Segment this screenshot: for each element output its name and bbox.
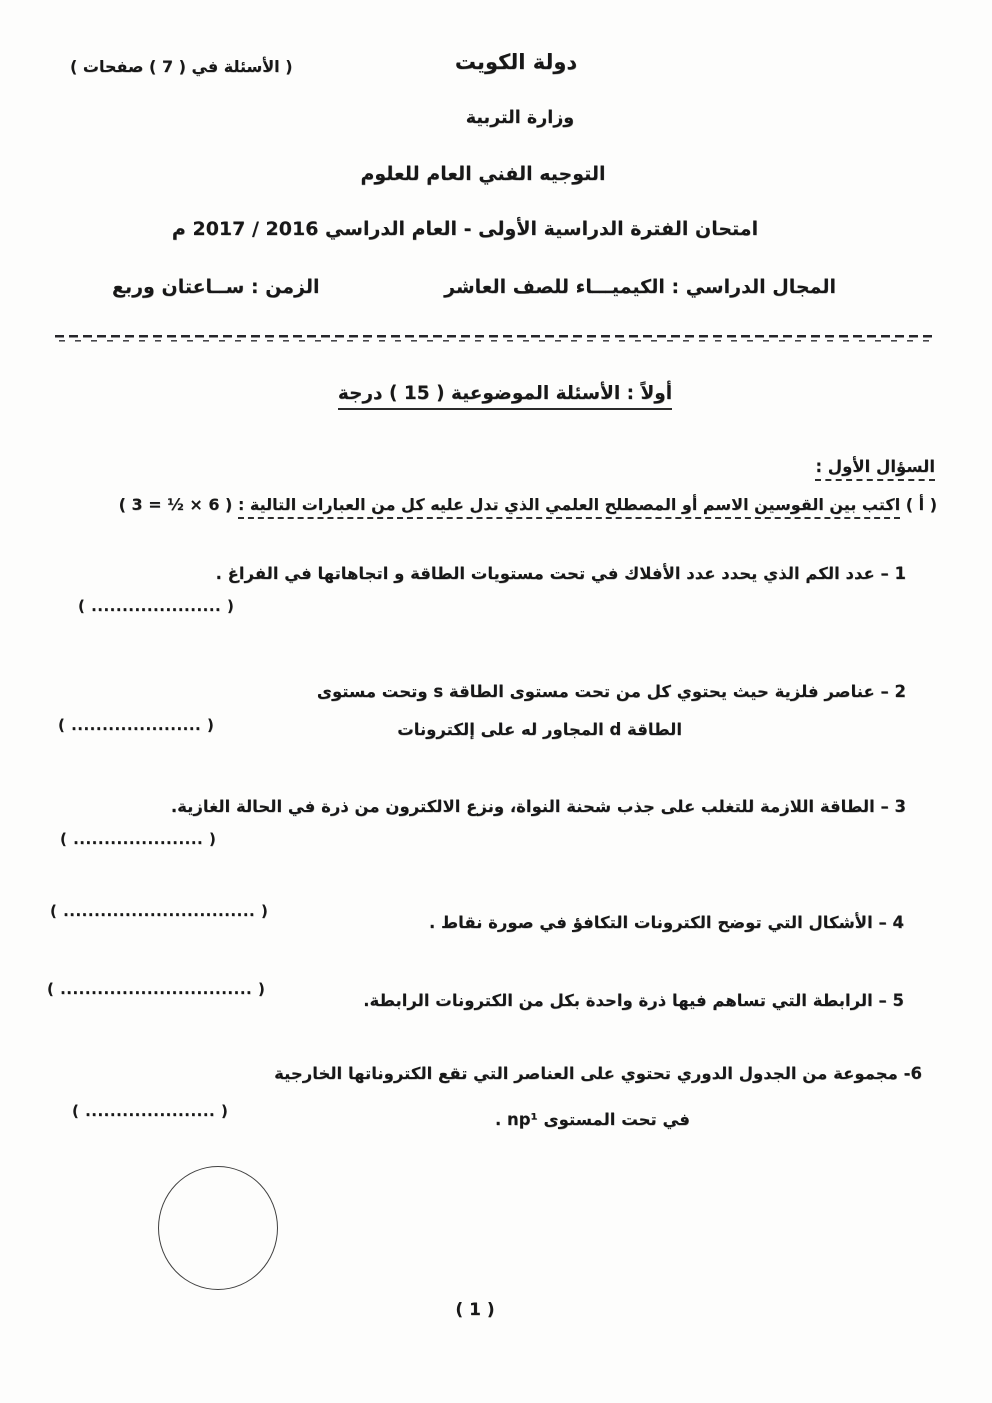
exam-title: امتحان الفترة الدراسية الأولى - العام الدراسي 2016 / 2017 م xyxy=(171,218,759,240)
header-divider-line xyxy=(55,335,936,342)
item-4-number: 4 – xyxy=(878,913,904,932)
page-number-row xyxy=(0,1300,992,1320)
subject-time-row xyxy=(112,276,836,298)
state-name: دولة الكويت xyxy=(454,50,578,74)
section-title-row xyxy=(0,383,992,410)
item-1-answer-blank: ( ..................... ) xyxy=(78,597,235,615)
item-5-line xyxy=(363,990,904,1012)
page-number: ( 1 ) xyxy=(455,1300,495,1320)
item-3-answer-blank: ( ..................... ) xyxy=(60,830,217,848)
item-2-text: عناصر فلزية حيث يحتوي كل من تحت مستوى الطاقة s وتحت مستوى xyxy=(316,682,875,701)
item-1-line xyxy=(216,563,906,585)
question1-heading-row xyxy=(815,457,935,476)
item-6-line1 xyxy=(274,1063,922,1085)
item-2-number: 2 – xyxy=(880,682,906,701)
item-5-number: 5 – xyxy=(878,991,904,1010)
part-a-instruction: اكتب بين القوسين الاسم أو المصطلح العلمي الذي تدل عليه كل من العبارات التالية : xyxy=(238,495,900,519)
part-a-label: ( أ ) xyxy=(905,495,937,514)
item-4-answer-blank: ( ............................... ) xyxy=(50,902,269,920)
item-4-line xyxy=(429,912,904,934)
item-3-text: الطاقة اللازمة للتغلب على جذب شحنة النواة، ونزع الالكترون من ذرة في الحالة الغازية. xyxy=(170,797,875,816)
pages-count-note: ( الأسئلة في ( 7 ) صفحات ) xyxy=(70,57,293,76)
subject-label: المجال الدراسي : الكيميـــاء للصف العاشر xyxy=(444,276,836,298)
item-3-number: 3 – xyxy=(880,797,906,816)
item-2-answer-blank: ( ..................... ) xyxy=(58,716,215,734)
time-label: الزمن : ســاعتان وربع xyxy=(112,276,320,298)
section-title: أولاً : الأسئلة الموضوعية ( 15 ) درجة xyxy=(338,383,672,410)
stamp-circle xyxy=(158,1166,278,1290)
header-row-ministry xyxy=(0,108,992,128)
header-row-exam-title xyxy=(0,218,992,240)
item-6-text-continued: في تحت المستوى np¹ . xyxy=(494,1110,690,1129)
header-row-state xyxy=(0,50,992,74)
item-2-line2 xyxy=(397,719,682,741)
question1-part-a-line xyxy=(30,495,937,514)
header-row-directorate xyxy=(0,163,992,185)
item-6-number: 6- xyxy=(903,1064,922,1083)
item-1-number: 1 – xyxy=(880,564,906,583)
item-1-text: عدد الكم الذي يحدد عدد الأفلاك في تحت مستويات الطاقة و اتجاهاتها في الفراغ . xyxy=(215,564,875,583)
question1-heading: السؤال الأول : xyxy=(815,457,935,481)
item-2-line1 xyxy=(317,681,906,703)
item-6-answer-blank: ( ..................... ) xyxy=(72,1102,229,1120)
directorate-name: التوجيه الفني العام للعلوم xyxy=(360,163,606,185)
ministry-name: وزارة التربية xyxy=(465,108,575,128)
item-5-text: الرابطة التي تساهم فيها ذرة واحدة بكل من الكترونات الرابطة. xyxy=(363,991,873,1010)
item-2-text-continued: الطاقة d المجاور له على إلكترونات xyxy=(397,720,682,739)
item-4-text: الأشكال التي توضح الكترونات التكافؤ في صورة نقاط . xyxy=(428,913,873,932)
item-3-line xyxy=(171,796,906,818)
item-5-answer-blank: ( ............................... ) xyxy=(47,980,266,998)
part-a-marks: ( 6 × ½ = 3 ) xyxy=(118,495,233,514)
item-6-line2 xyxy=(495,1109,690,1131)
item-6-text: مجموعة من الجدول الدوري تحتوي على العناصر التي تقع الكتروناتها الخارجية xyxy=(274,1064,898,1083)
